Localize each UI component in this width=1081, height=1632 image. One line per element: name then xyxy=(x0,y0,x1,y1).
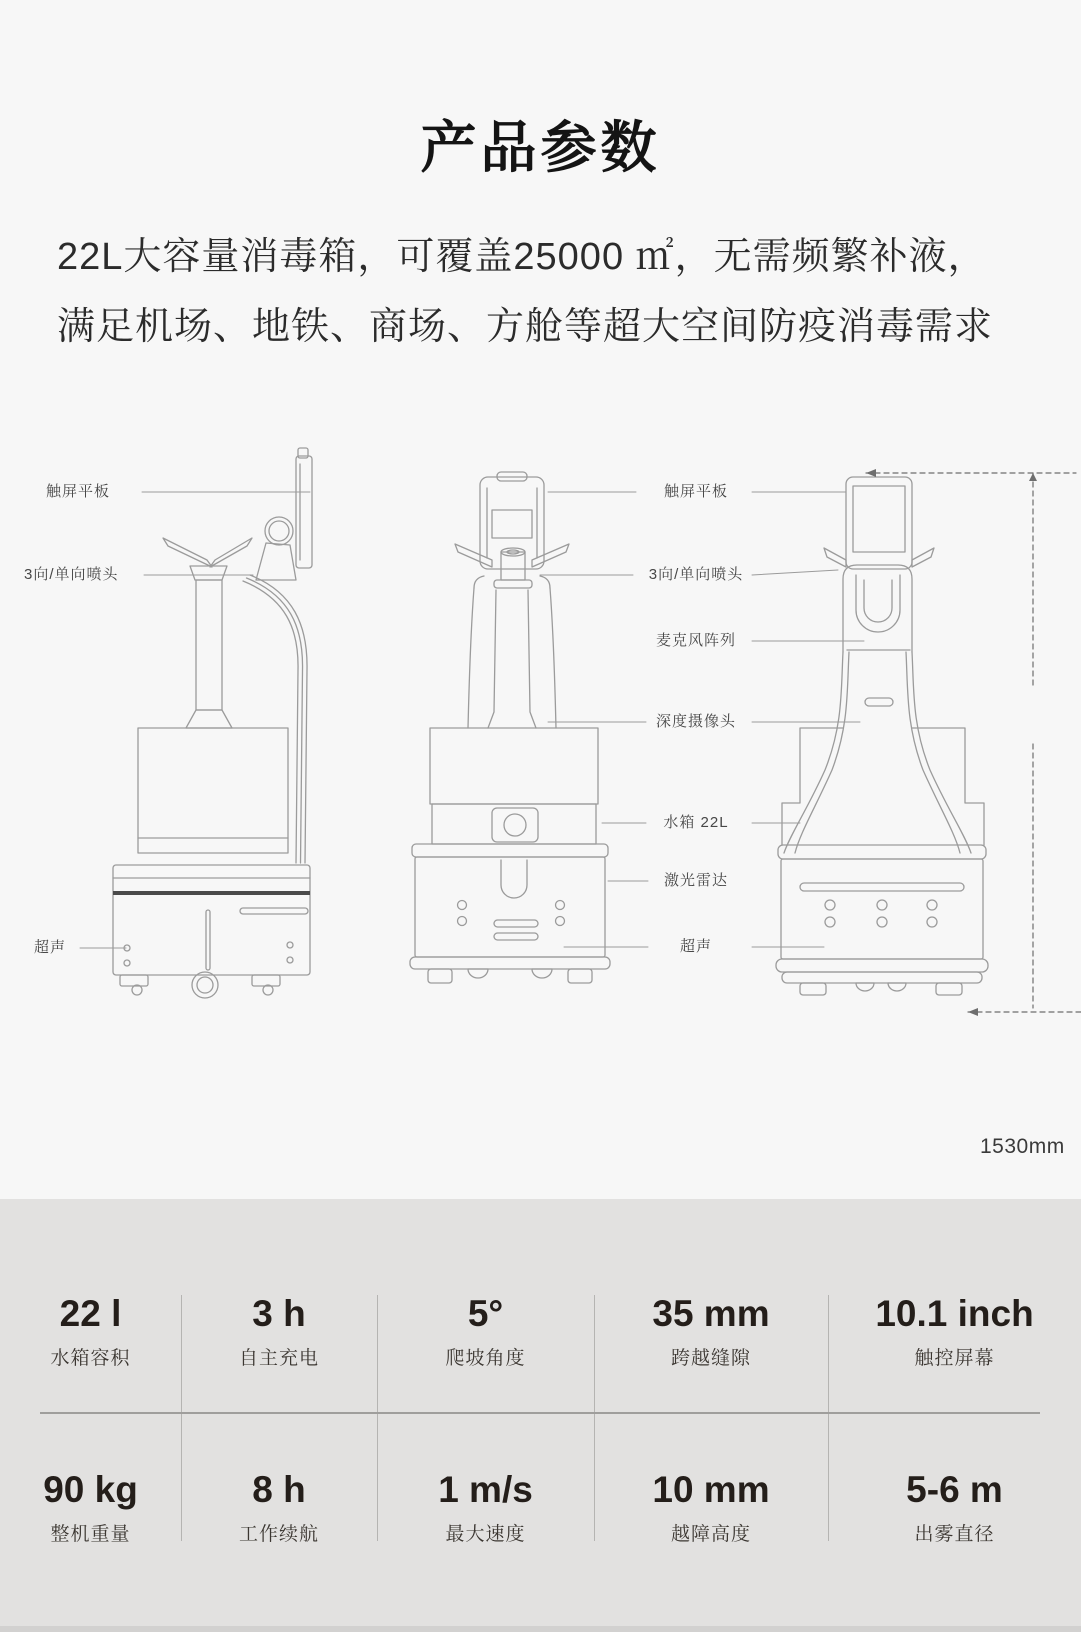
spec-label: 出雾直径 xyxy=(914,1524,995,1545)
spec-mist-diameter xyxy=(828,1471,1081,1546)
spec-label: 水箱容积 xyxy=(50,1348,131,1369)
label-lidar: 激光雷达 xyxy=(663,872,728,889)
label-touchscreen-tablet-center: 触屏平板 xyxy=(663,483,728,500)
spec-value: 35 mm xyxy=(652,1293,770,1334)
spec-label: 整机重量 xyxy=(50,1524,131,1545)
spec-weight xyxy=(0,1471,181,1546)
spec-label: 爬坡角度 xyxy=(445,1348,526,1369)
spec-endurance xyxy=(181,1471,377,1546)
label-water-tank: 水箱 22L xyxy=(663,814,729,831)
spec-value: 22 l xyxy=(59,1293,122,1334)
spec-climb-angle xyxy=(377,1295,594,1370)
spec-table xyxy=(0,1199,1081,1632)
bottom-edge-strip xyxy=(0,1626,1081,1632)
spec-label: 触控屏幕 xyxy=(914,1348,995,1369)
spec-value: 1 m/s xyxy=(438,1469,533,1510)
robot-side-view-illustration xyxy=(113,448,312,998)
label-nozzle-left: 3向/单向喷头 xyxy=(24,566,119,583)
label-ultrasonic-center: 超声 xyxy=(679,938,712,955)
spec-value: 8 h xyxy=(252,1469,306,1510)
spec-label: 自主充电 xyxy=(238,1348,319,1369)
spec-value: 10 mm xyxy=(652,1469,770,1510)
spec-gap-crossing xyxy=(594,1295,828,1370)
label-ultrasonic-left: 超声 xyxy=(34,939,67,956)
spec-auto-charge xyxy=(181,1295,377,1370)
spec-value: 3 h xyxy=(252,1293,306,1334)
spec-obstacle-height xyxy=(594,1471,828,1546)
spec-label: 工作续航 xyxy=(238,1524,319,1545)
description-line-2: 满足机场、地铁、商场、方舱等超大空间防疫消毒需求 xyxy=(57,306,994,348)
description-line-1: 22L大容量消毒箱，可覆盖25000 ㎡，无需频繁补液， xyxy=(57,236,987,278)
spec-max-speed xyxy=(377,1471,594,1546)
robot-line-drawings xyxy=(0,440,1081,1040)
spec-value: 5-6 m xyxy=(906,1469,1003,1510)
robot-back-view-illustration xyxy=(776,477,988,995)
product-diagram xyxy=(0,440,1081,1158)
spec-touch-screen xyxy=(828,1295,1081,1370)
spec-label: 越障高度 xyxy=(670,1524,751,1545)
spec-value: 10.1 inch xyxy=(875,1293,1034,1334)
label-depth-camera: 深度摄像头 xyxy=(655,713,736,730)
spec-row-2 xyxy=(0,1471,1081,1546)
page-title: 产品参数 xyxy=(420,116,661,179)
robot-front-view-illustration xyxy=(410,472,610,983)
label-microphone-array: 麦克风阵列 xyxy=(655,632,736,649)
row-divider xyxy=(40,1412,1040,1414)
height-dimension-label: 1530mm xyxy=(980,1135,1065,1158)
spec-value: 5° xyxy=(467,1293,504,1334)
spec-tank-capacity xyxy=(0,1295,181,1370)
spec-value: 90 kg xyxy=(43,1469,138,1510)
product-description xyxy=(57,222,1037,362)
spec-row-1 xyxy=(0,1295,1081,1370)
spec-label: 最大速度 xyxy=(445,1524,526,1545)
spec-label: 跨越缝隙 xyxy=(670,1348,751,1369)
label-nozzle-center: 3向/单向喷头 xyxy=(648,566,744,583)
label-touchscreen-tablet-left: 触屏平板 xyxy=(46,483,111,500)
dimension-arrows xyxy=(866,469,1037,1016)
dimension-lines xyxy=(866,473,1081,1012)
